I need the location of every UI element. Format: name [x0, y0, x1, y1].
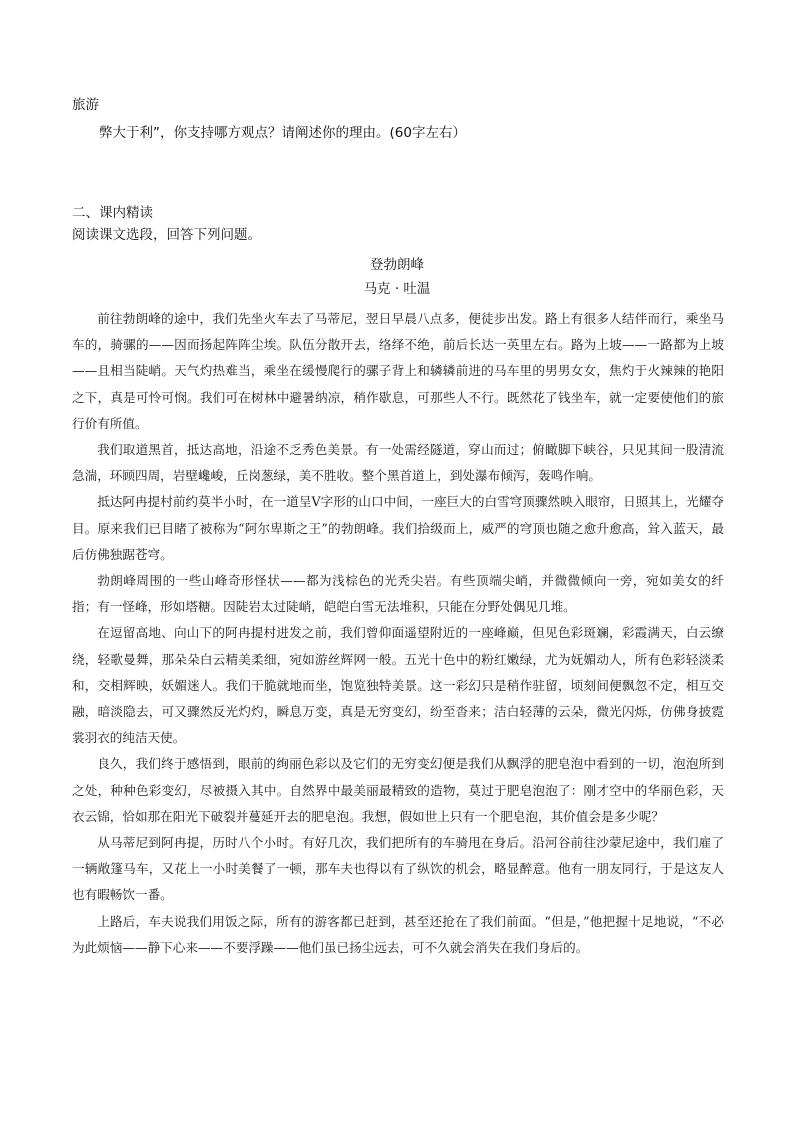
section-heading: 二、课内精读: [72, 205, 153, 221]
question-line-2: 弊大于利”，你支持哪方观点？请阐述你的理由。(60字左右）: [99, 125, 466, 141]
paragraph-2: 我们取道黑首，抵达高地，沿途不乏秀色美景。有一处需经隧道，穿山而过；俯瞰脚下峡谷，只见其间一股清流急湍，环顾四周，岩壁巉峻，丘岗葱绿，美不胜收。整个黑首道上，到处瀑布倾泻，轰鸣作响。: [72, 442, 724, 484]
article-passage: [72, 306, 724, 961]
paragraph-8: 上路后，车夫说我们用饭之际，所有的游客都已赶到，甚至还抢在了我们前面。“但是，”他把握十足地说，“不必为此烦恼——静下心来——不要浮躁——他们虽已扬尘远去，可不久就会消失在我们身后的。: [72, 913, 724, 955]
paragraph-1: 前往勃朗峰的途中，我们先坐火车去了马蒂尼，翌日早晨八点多，便徒步出发。路上有很多人结伴而行，乘坐马车的，骑骡的——因而扬起阵阵尘埃。队伍分散开去，络绎不绝，前后长达一英里左右。路为上坡——一路都为上坡——且相当陡峭。天气灼热难当，乘坐在缓慢爬行的骡子背上和辚辚前进的马车里的男男女女，焦灼于火辣辣的艳阳之下，真是可怜可悯。我们可在树林中避暑纳凉，稍作歇息，可那些人不行。既然花了钱坐车，就一定要使他们的旅行价有所值。: [72, 311, 724, 431]
paragraph-5: 在逗留高地、向山下的阿冉提村进发之前，我们曾仰面遥望附近的一座峰巅，但见色彩斑斓，彩霞满天，白云缭绕，轻歌曼舞，那朵朵白云精美柔细，宛如游丝辉网一般。五光十色中的粉红嫩绿，尤为妩媚动人，所有色彩轻淡柔和，交相辉映，妖媚迷人。我们干脆就地而坐，饱览独特美景。这一彩幻只是稍作驻留，顷刻间便飘忽不定，相互交融，暗淡隐去，可又骤然反光灼灼，瞬息万变，真是无穷变幻，纷至沓来；洁白轻薄的云朵，微光闪烁，仿佛身披霓裳羽衣的纯洁天使。: [72, 625, 724, 746]
question-line-1: 旅游: [72, 97, 99, 113]
paragraph-6: 良久，我们终于感悟到，眼前的绚丽色彩以及它们的无穷变幻便是我们从飘浮的肥皂泡中看到的一切，泡泡所到之处，种种色彩变幻，尽被摄入其中。自然界中最美丽最精致的造物，莫过于肥皂泡泡了：刚才空中的华丽色彩，天衣云锦，恰如那在阳光下破裂并蔓延开去的肥皂泡。我想，假如世上只有一个肥皂泡，其价值会是多少呢？: [72, 756, 724, 824]
section-instruction: 阅读课文选段，回答下列问题。: [72, 227, 261, 243]
paragraph-3: 抵达阿冉提村前约莫半小时，在一道呈V字形的山口中间，一座巨大的白雪穹顶骤然映入眼帘，日照其上，光耀夺目。原来我们已目睹了被称为“阿尔卑斯之王”的勃朗峰。我们拾级而上，威严的穹顶也随之愈升愈高，耸入蓝天，最后仿佛独踞苍穹。: [72, 494, 724, 562]
article-author: 马克 · 吐温: [363, 281, 431, 297]
section-header: [72, 202, 724, 246]
paragraph-4: 勃朗峰周围的一些山峰奇形怪状——都为浅棕色的光秃尖岩。有些顶端尖峭，并微微倾向一旁，宛如美女的纤指；有一怪峰，形如塔糖。因陡岩太过陡峭，皑皑白雪无法堆积，只能在分野处偶见几堆。: [72, 573, 724, 615]
paragraph-7: 从马蒂尼到阿冉提，历时八个小时。有好几次，我们把所有的车骑甩在身后。沿河谷前往沙蒙尼途中，我们雇了一辆敞篷马车，又花上一小时美餐了一顿，那车夫也得以有了纵饮的机会，略显醉意。他有一朋友同行，于是这友人也有暇畅饮一番。: [72, 835, 724, 903]
previous-question-tail: [72, 94, 466, 144]
article-title-block: [0, 253, 794, 301]
article-title: 登勃朗峰: [370, 257, 424, 273]
